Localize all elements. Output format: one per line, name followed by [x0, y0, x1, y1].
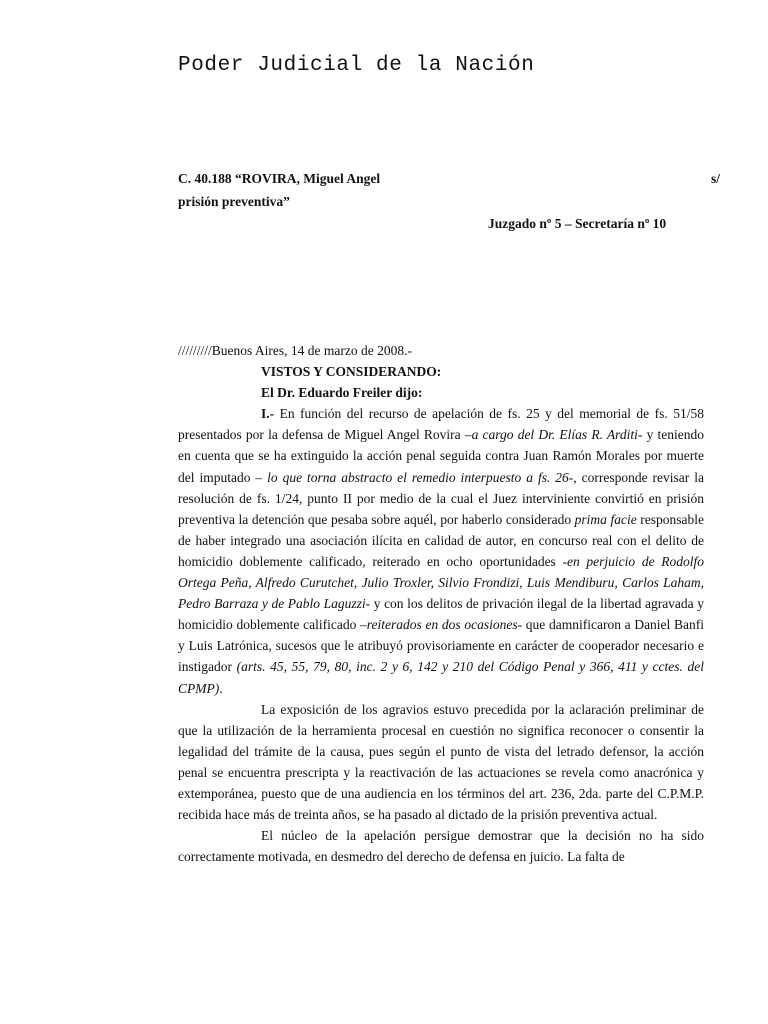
case-caption-line2: prisión preventiva”: [178, 194, 290, 209]
heading-vistos: VISTOS Y CONSIDERANDO:: [261, 364, 442, 380]
p1-italic-4: en perjuicio de Rodolfo Ortega Peña, Alfredo Curutchet, Julio Troxler, Silvio Frondizi, Luis Mendiburu, Carlos Laham, Pedro Barraza y de Pablo Laguzzi-: [178, 553, 704, 612]
case-caption-suffix: s/: [711, 171, 721, 186]
court-secretariat: Juzgado nº 5 – Secretaría nº 10: [488, 216, 667, 231]
p1-text-1: En función del recurso de apelación de fs. 25 y del memorial de fs. 51/58 presentados por la defensa de Miguel Angel Rovira: [178, 406, 704, 443]
resolution-body: [178, 340, 704, 867]
page-header-title: Poder Judicial de la Nación: [178, 54, 535, 77]
case-caption-text: C. 40.188 “ROVIRA, Miguel Angel: [178, 171, 381, 186]
p1-italic-2: – lo que torna abstracto el remedio interpuesto a fs. 26-: [255, 469, 574, 485]
p1-text-4: responsable de haber integrado una asociación ilícita en calidad de autor, en concurso real con el delito de homicidio doblemente calificado, reiterado en ocho oportunidades -: [178, 511, 704, 569]
p1-italic-1: –a cargo del Dr. Elías R. Arditi-: [464, 427, 643, 443]
case-caption-line1: [178, 171, 721, 187]
paragraph-1: [178, 403, 704, 698]
p1-text-3: , corresponde revisar la resolución de fs. 1/24, punto II por medio de la cual el Juez interviniente convirtió en prisión preventiva la detención que pesaba sobre aquél, por haberlo considerado: [178, 469, 704, 527]
p1-italic-5: –reiterados en dos ocasiones-: [360, 617, 523, 633]
p1-text-5: y con los delitos de privación ilegal de la libertad agravada y homicidio doblemente calificado: [178, 596, 704, 633]
heading-judge: El Dr. Eduardo Freiler dijo:: [261, 385, 423, 401]
p1-text-2: y teniendo en cuenta que se ha extinguido la acción penal seguida contra Juan Ramón Morales por muerte del imputado: [178, 427, 704, 485]
p1-text-7: .: [219, 680, 223, 696]
p1-italic-3: prima facie: [574, 511, 637, 527]
paragraph-3: El núcleo de la apelación persigue demostrar que la decisión no ha sido correctamente motivada, en desmedro del derecho de defensa en juicio. La falta de: [178, 828, 704, 865]
p1-text-6: que damnificaron a Daniel Banfi y Luis Latrónica, sucesos que le atribuyó provisoriamente en carácter de cooperador necesario e instigador: [178, 617, 704, 675]
p1-italic-6: (arts. 45, 55, 79, 80, inc. 2 y 6, 142 y 210 del Código Penal y 366, 411 y cctes. del CPMP): [178, 659, 705, 696]
paragraph-number: I.-: [261, 406, 275, 422]
paragraph-2: La exposición de los agravios estuvo precedida por la aclaración preliminar de que la utilización de la herramienta procesal en cuestión no significa reconocer o consentir la legalidad del trámite de la causa, pues según el punto de vista del letrado defensor, la acción penal se encuentra prescripta y la reactivación de las actuaciones se revela como anacrónica y extemporánea, puesto que de una audiencia en los términos del art. 236, 2da. parte del C.P.M.P. recibida hace más de treinta años, se ha pasado al dictado de la prisión preventiva actual.: [178, 701, 704, 823]
date-line: /////////Buenos Aires, 14 de marzo de 2008.-: [178, 343, 412, 358]
